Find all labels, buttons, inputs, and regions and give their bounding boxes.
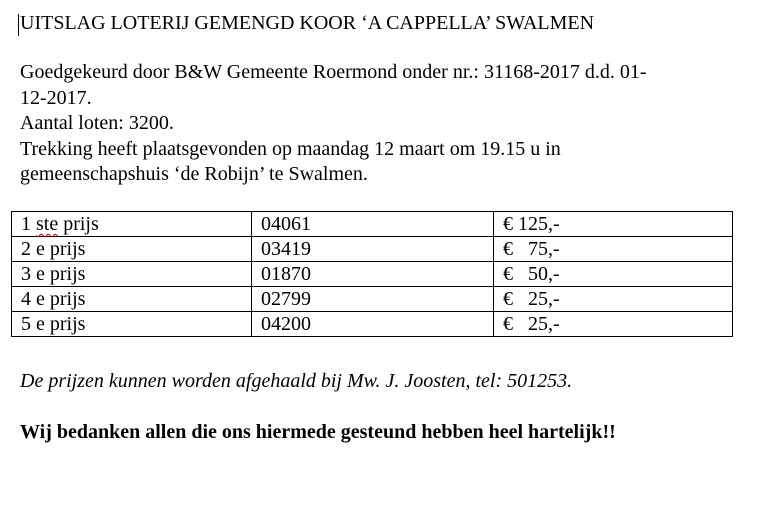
intro-line-1: Goedgekeurd door B&W Gemeente Roermond onder nr.: 31168-2017 d.d. 01- (20, 61, 647, 83)
table-row (12, 212, 733, 237)
prize-amount-cell: € 125,- (494, 212, 733, 237)
document-title: UITSLAG LOTERIJ GEMENGD KOOR ‘A CAPPELLA’ SWALMEN (20, 12, 595, 34)
text-cursor (18, 14, 19, 36)
intro-line-5: gemeenschapshuis ‘de Robijn’ te Swalmen. (20, 163, 368, 185)
prize-amount-cell: € 25,- (494, 312, 733, 337)
prize-label-cell: 5 e prijs (12, 312, 252, 337)
ticket-number-cell: 04061 (252, 212, 494, 237)
ticket-number-cell: 01870 (252, 262, 494, 287)
prize-amount-cell: € 75,- (494, 237, 733, 262)
spellcheck-squiggle: ste (36, 213, 59, 235)
table-row (12, 237, 733, 262)
ticket-number-cell: 03419 (252, 237, 494, 262)
ticket-number-cell: 02799 (252, 287, 494, 312)
thanks-message: Wij bedanken allen die ons hiermede gesteund hebben heel hartelijk!! (20, 421, 616, 443)
intro-line-4: Trekking heeft plaatsgevonden op maandag 12 maart om 19.15 u in (20, 137, 561, 160)
prize-label-cell: 4 e prijs (12, 287, 252, 312)
prize-label-cell: 1 ste prijs (12, 212, 252, 237)
prize-table (11, 211, 733, 337)
intro-line-3: Aantal loten: 3200. (20, 112, 174, 134)
intro-paragraph (20, 60, 720, 188)
table-row (12, 262, 733, 287)
prize-label-cell: 3 e prijs (12, 262, 252, 287)
prize-amount-cell: € 25,- (494, 287, 733, 312)
prize-amount-cell: € 50,- (494, 262, 733, 287)
prize-label-cell: 2 e prijs (12, 237, 252, 262)
ticket-number-cell: 04200 (252, 312, 494, 337)
table-row (12, 312, 733, 337)
table-row (12, 287, 733, 312)
pickup-note: De prijzen kunnen worden afgehaald bij Mw. J. Joosten, tel: 501253. (20, 370, 573, 392)
intro-line-2: 12-2017. (20, 86, 92, 109)
